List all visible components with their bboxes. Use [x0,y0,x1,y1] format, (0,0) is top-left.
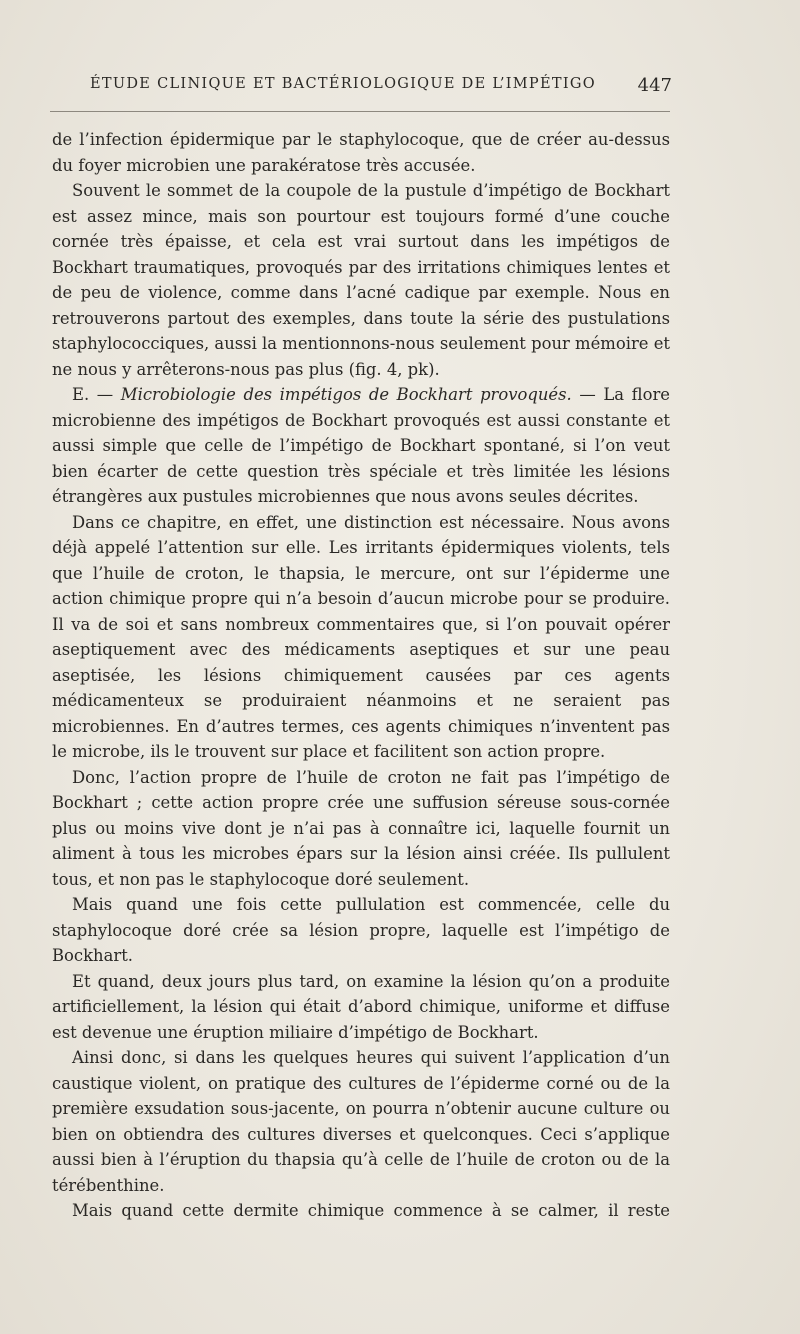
paragraph: de l’infection épidermique par le staphylocoque, que de créer au-dessus du foyer microbien une parakératose très accusée. [52,130,670,175]
body-text [52,127,670,1224]
paragraph: Souvent le sommet de la coupole de la pustule d’impétigo de Bockhart est assez mince, mais son pourtour est toujours formé d’une couche cornée très épaisse, et cela est vrai surtout dans les impétigos de Bockhart traumatiques, provoqués par des irritations chimiques lentes et de peu de violence, comme dans l’acné cadique par exemple. Nous en retrouverons partout des exemples, dans toute la série des pustulations staphylococciques, aussi la mentionnons-nous seulement pour mémoire et ne nous y arrêterons-nous pas plus (fig. 4, pk). [52,181,670,379]
header-rule [50,111,670,112]
section-text: — La flore microbienne des impétigos de Bockhart provoqués est aussi constante et aussi simple que celle de l’impétigo de Bockhart spontané, si l’on veut bien écarter de cette question très spéciale et très limitée les lésions étrangères aux pustules microbiennes que nous avons seules décrites. [52,385,670,506]
paragraph: Mais quand une fois cette pullulation est commencée, celle du staphylocoque doré crée sa lésion propre, laquelle est l’impétigo de Bockhart. [52,895,670,965]
running-title: ÉTUDE CLINIQUE ET BACTÉRIOLOGIQUE DE L’IMPÉTIGO [90,76,596,92]
section-lead: E. — [72,385,121,404]
paragraph: Donc, l’action propre de l’huile de croton ne fait pas l’impétigo de Bockhart ; cette action propre crée une suffusion séreuse sous-cornée plus ou moins vive dont je n’ai pas à connaître ici, laquelle fournit un aliment à tous les microbes épars sur la lésion ainsi créée. Ils pullulent tous, et non pas le staphylocoque doré seulement. [52,767,670,889]
page-number: 447 [637,75,672,96]
paragraph: Ainsi donc, si dans les quelques heures qui suivent l’application d’un caustique violent, on pratique des cultures de l’épiderme corné ou de la première exsudation sous-jacente, on pourra n’obtenir aucune culture ou bien on obtiendra des cultures diverses et quelconques. Ceci s’applique aussi bien à l’éruption du thapsia qu’à celle de l’huile de croton ou de la térébenthine. [52,1048,670,1195]
section-title: Microbiologie des impétigos de Bockhart provoqués. [120,385,572,404]
page-header [52,76,672,102]
paragraph: Mais quand cette dermite chimique commence à se calmer, il reste [72,1201,670,1220]
paragraph: Et quand, deux jours plus tard, on examine la lésion qu’on a produite artificiellement, la lésion qui était d’abord chimique, uniforme et diffuse est devenue une éruption miliaire d’impétigo de Bockhart. [52,971,670,1042]
section-e-paragraph [52,382,670,510]
paragraph: Dans ce chapitre, en effet, une distinction est nécessaire. Nous avons déjà appelé l’attention sur elle. Les irritants épidermiques violents, tels que l’huile de croton, le thapsia, le mercure, ont sur l’épiderme une action chimique propre qui n’a besoin d’aucun microbe pour se produire. Il va de soi et sans nombreux commentaires que, si l’on pouvait opérer aseptiquement avec des médicaments aseptiques et sur une peau aseptisée, les lésions chimiquement causées par ces agents médicamenteux se produiraient néanmoins et ne seraient pas microbiennes. En d’autres termes, ces agents chimiques n’inventent pas le microbe, ils le trouvent sur place et facilitent son action propre. [52,512,670,761]
